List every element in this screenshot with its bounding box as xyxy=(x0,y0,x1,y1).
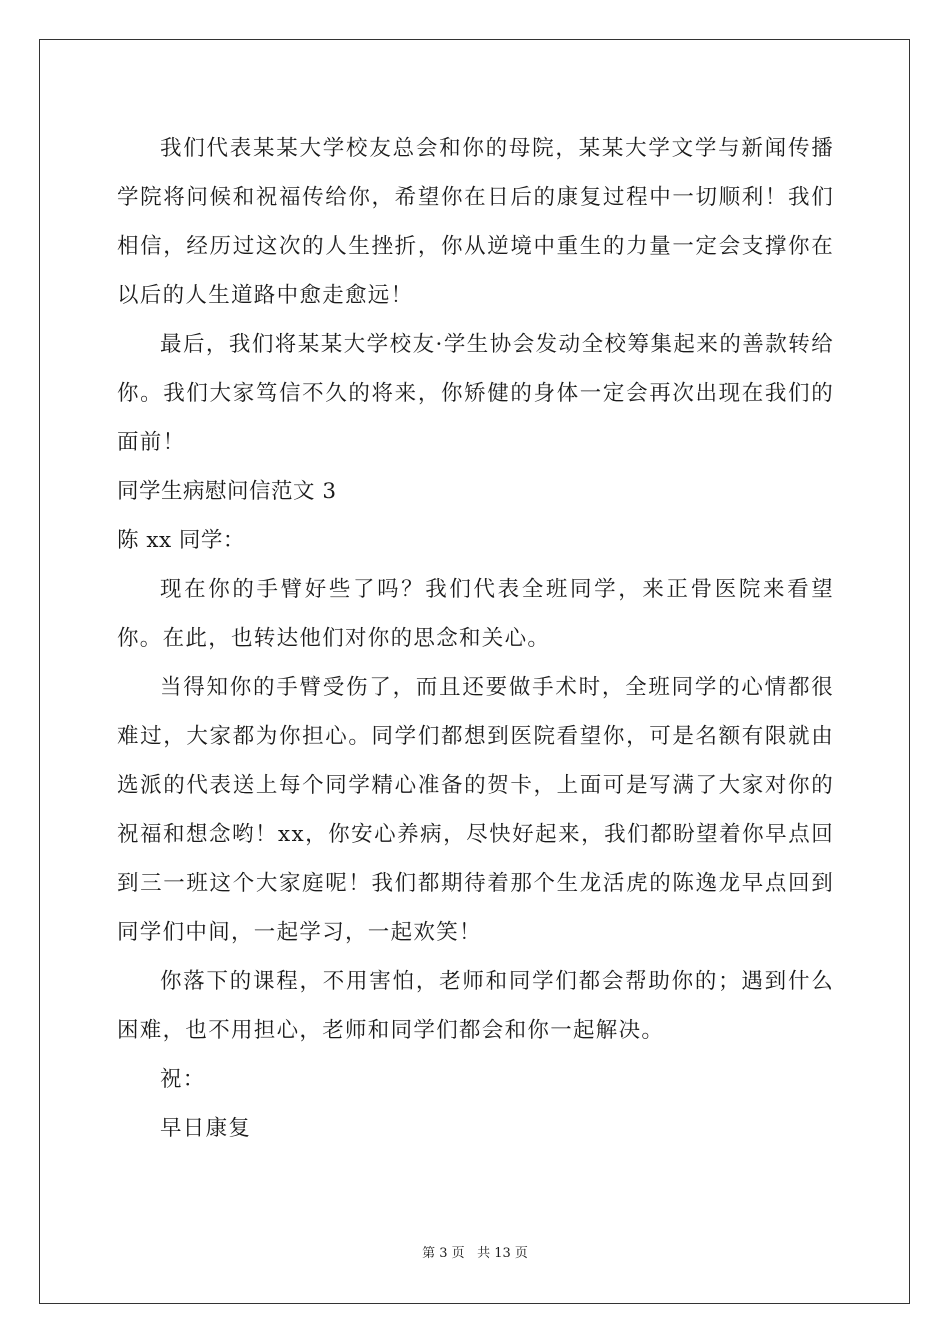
section-title: 同学生病慰问信范文 3 xyxy=(117,479,337,504)
page-footer xyxy=(0,1244,950,1264)
salutation: 陈 xx 同学： xyxy=(117,528,245,553)
paragraph: 我们代表某某大学校友总会和你的母院，某某大学文学与新闻传播学院将问候和祝福传给你，希望你在日后的康复过程中一切顺利！我们相信，经历过这次的人生挫折，你从逆境中重生的力量一定会支撑你在以后的人生道路中愈走愈远！ xyxy=(117,136,834,308)
closing: 祝： xyxy=(160,1067,206,1092)
closing-wish: 早日康复 xyxy=(160,1116,252,1141)
letter-paragraph: 你落下的课程，不用害怕，老师和同学们都会帮助你的；遇到什么困难，也不用担心，老师和同学们都会和你一起解决。 xyxy=(117,969,834,1043)
document-body xyxy=(117,124,834,1153)
page-number: 第 3 页 xyxy=(422,1246,465,1261)
letter-paragraph: 当得知你的手臂受伤了，而且还要做手术时，全班同学的心情都很难过，大家都为你担心。同学们都想到医院看望你，可是名额有限就由选派的代表送上每个同学精心准备的贺卡，上面可是写满了大家对你的祝福和想念哟！xx，你安心养病，尽快好起来，我们都盼望着你早点回到三一班这个大家庭呢！我们都期待着那个生龙活虎的陈逸龙早点回到同学们中间，一起学习，一起欢笑！ xyxy=(117,675,834,945)
paragraph: 最后，我们将某某大学校友·学生协会发动全校筹集起来的善款转给你。我们大家笃信不久的将来，你矫健的身体一定会再次出现在我们的面前！ xyxy=(117,332,834,455)
letter-paragraph: 现在你的手臂好些了吗？我们代表全班同学，来正骨医院来看望你。在此，也转达他们对你的思念和关心。 xyxy=(117,577,834,651)
page-total: 共 13 页 xyxy=(477,1246,528,1261)
